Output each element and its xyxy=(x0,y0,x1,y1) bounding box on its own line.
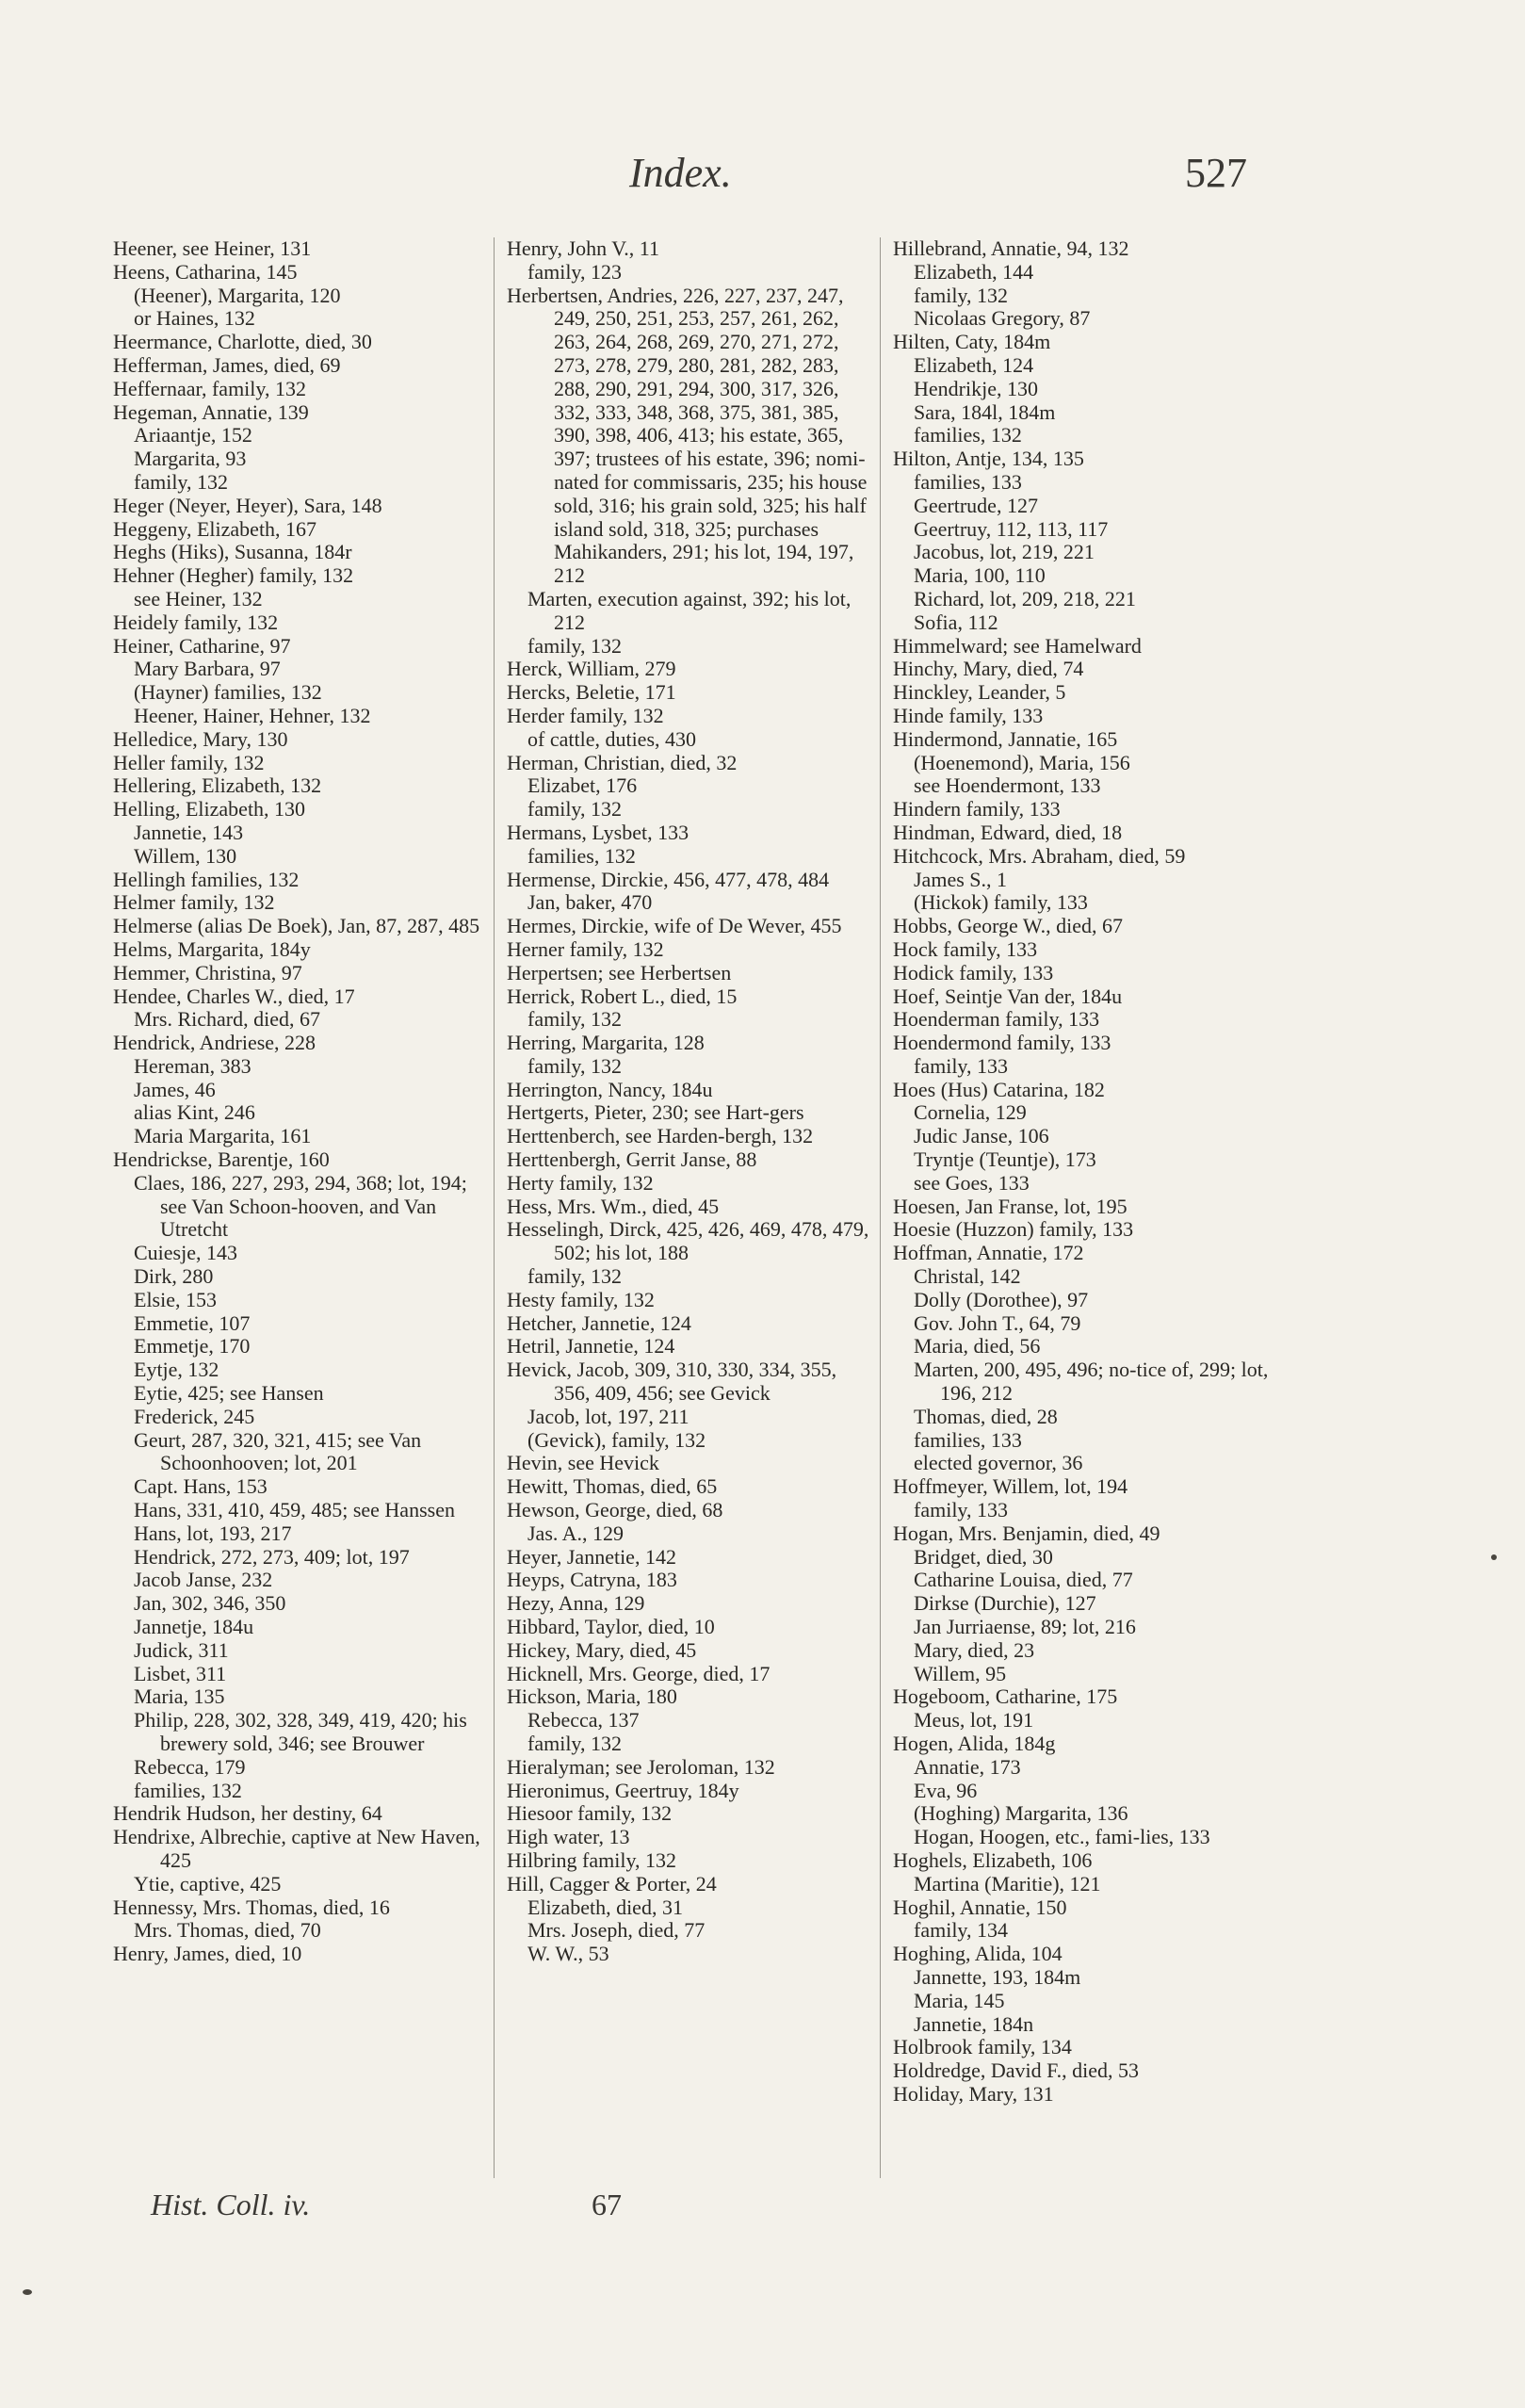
index-entry: Eytie, 425; see Hansen xyxy=(113,1381,324,1406)
index-entry: Marten, execution against, 392; his lot, 212 xyxy=(507,586,856,634)
index-entry: Hindermond, Jannatie, 165 xyxy=(893,726,1118,751)
index-entry: Herck, William, 279 xyxy=(507,657,676,681)
index-entry: Hefferman, James, died, 69 xyxy=(113,352,341,377)
index-entry: Hendrick, 272, 273, 409; lot, 197 xyxy=(113,1544,410,1569)
index-entry: Lisbet, 311 xyxy=(113,1661,227,1685)
index-entry: Hibbard, Taylor, died, 10 xyxy=(507,1615,715,1639)
index-entry: Hindern family, 133 xyxy=(893,797,1061,822)
index-entry: Heens, Catharina, 145 xyxy=(113,259,298,284)
index-entry: Helms, Margarita, 184y xyxy=(113,936,311,961)
index-entry: Dolly (Dorothee), 97 xyxy=(893,1287,1089,1311)
index-entry: family, 132 xyxy=(507,1264,622,1289)
index-entry: Maria, 145 xyxy=(893,1988,1005,2012)
index-entry: Annatie, 173 xyxy=(893,1754,1021,1779)
index-entry: Willem, 130 xyxy=(113,843,237,868)
index-entry: Herrick, Robert L., died, 15 xyxy=(507,984,738,1008)
index-entry: Hennessy, Mrs. Thomas, died, 16 xyxy=(113,1895,390,1919)
index-entry: Hermes, Dirckie, wife of De Wever, 455 xyxy=(507,914,842,938)
index-entry: Hevin, see Hevick xyxy=(507,1451,659,1475)
index-entry: Hieralyman; see Jeroloman, 132 xyxy=(507,1754,775,1779)
index-entry: Herpertsen; see Herbertsen xyxy=(507,960,732,984)
index-entry: Richard, lot, 209, 218, 221 xyxy=(893,586,1136,610)
index-entry: Hellingh families, 132 xyxy=(113,867,300,891)
index-entry: Hoghil, Annatie, 150 xyxy=(893,1895,1067,1919)
index-entry: Hoef, Seintje Van der, 184u xyxy=(893,984,1123,1008)
index-entry: Jan Jurriaense, 89; lot, 216 xyxy=(893,1615,1136,1639)
index-entry: Hickson, Maria, 180 xyxy=(507,1684,677,1709)
index-entry: family, 134 xyxy=(893,1918,1008,1943)
index-entry: families, 132 xyxy=(893,423,1022,447)
index-entry: Mrs. Joseph, died, 77 xyxy=(507,1918,706,1943)
index-entry: Eva, 96 xyxy=(893,1778,978,1802)
index-entry: Heermance, Charlotte, died, 30 xyxy=(113,330,372,354)
index-entry: Heffernaar, family, 132 xyxy=(113,376,306,400)
index-entry: families, 132 xyxy=(507,843,636,868)
index-entry: Heggeny, Elizabeth, 167 xyxy=(113,516,317,541)
index-entry: (Heener), Margarita, 120 xyxy=(113,283,341,307)
index-entry: Heghs (Hiks), Susanna, 184r xyxy=(113,540,352,564)
index-entry: Hendrik Hudson, her destiny, 64 xyxy=(113,1801,382,1826)
index-entry: see Goes, 133 xyxy=(893,1170,1030,1195)
index-entry: Marten, 200, 495, 496; no-tice of, 299; lot, 196, 212 xyxy=(893,1358,1274,1406)
index-entry: family, 132 xyxy=(507,797,622,822)
signature-mark: Hist. Coll. iv. xyxy=(151,2188,311,2221)
index-entry: James S., 1 xyxy=(893,867,1007,891)
index-entry: Geurt, 287, 320, 321, 415; see Van Schoonhooven; lot, 201 xyxy=(113,1427,427,1475)
index-entry: Hicknell, Mrs. George, died, 17 xyxy=(507,1661,771,1685)
index-entry: Holbrook family, 134 xyxy=(893,2035,1072,2059)
index-entry: Dirkse (Durchie), 127 xyxy=(893,1591,1096,1616)
index-entry: Ytie, captive, 425 xyxy=(113,1871,282,1895)
index-entry: Hoffman, Annatie, 172 xyxy=(893,1241,1084,1265)
index-entry: Martina (Maritie), 121 xyxy=(893,1871,1101,1895)
index-entry: Hendrickse, Barentje, 160 xyxy=(113,1147,330,1172)
index-entry: Mary, died, 23 xyxy=(893,1637,1035,1662)
index-entry: Herbertsen, Andries, 226, 227, 237, 247, 249, 250, 251, 253, 257, 261, 262, 263, 264, 268, 269, 270, 271, 272, 273, 278, 279, 280, 281, 282, 283, 288, 290, 291, 294, 300, 317, 326, 332, 333, 348, 368, 375, 381, 385, 390, 398, 406, 413; his estate, 365, 397; trustees of his estate, 396; nomi-nated for commissaris, 235; his house sold, 316; his grain sold, 325; his half island sold, 318, 325; purchases Mahikanders, 291; his lot, 194, 197, 212 xyxy=(507,283,872,588)
index-entry: see Hoendermont, 133 xyxy=(893,773,1101,798)
index-entry: Heger (Neyer, Heyer), Sara, 148 xyxy=(113,493,382,517)
index-entry: Hoendermond family, 133 xyxy=(893,1031,1111,1055)
index-entry: Hilten, Caty, 184m xyxy=(893,330,1051,354)
index-entry: Hesselingh, Dirck, 425, 426, 469, 478, 479, 502; his lot, 188 xyxy=(507,1217,874,1265)
index-entry: or Haines, 132 xyxy=(113,306,255,331)
index-entry: Hermense, Dirckie, 456, 477, 478, 484 xyxy=(507,867,830,891)
index-entry: Herttenberch, see Harden-bergh, 132 xyxy=(507,1124,814,1148)
index-entry: Gov. John T., 64, 79 xyxy=(893,1310,1081,1335)
index-entry: Hock family, 133 xyxy=(893,936,1038,961)
index-entry: Sara, 184l, 184m xyxy=(893,399,1056,424)
index-entry: (Hoenemond), Maria, 156 xyxy=(893,750,1130,774)
index-entry: Hercks, Beletie, 171 xyxy=(507,680,676,705)
index-entry: Bridget, died, 30 xyxy=(893,1544,1053,1569)
index-entry: family, 132 xyxy=(507,1732,622,1755)
index-entry: Heener, Hainer, Hehner, 132 xyxy=(113,703,371,727)
index-entry: family, 133 xyxy=(893,1053,1008,1078)
index-entry: Hickey, Mary, died, 45 xyxy=(507,1637,697,1662)
index-entry: Helling, Elizabeth, 130 xyxy=(113,797,306,822)
index-entry: Maria, died, 56 xyxy=(893,1334,1041,1359)
index-entry: Jas. A., 129 xyxy=(507,1521,625,1545)
index-entry: Herner family, 132 xyxy=(507,936,664,961)
index-entry: Elsie, 153 xyxy=(113,1287,217,1311)
index-entry: Himmelward; see Hamelward xyxy=(893,633,1142,658)
index-entry: Hewson, George, died, 68 xyxy=(507,1498,723,1522)
index-entry: Heiner, Catharine, 97 xyxy=(113,633,291,658)
index-entry: Hendrixe, Albrechie, captive at New Haven, 425 xyxy=(113,1825,486,1872)
index-entry: Geertrude, 127 xyxy=(893,493,1038,517)
index-entry: Herder family, 132 xyxy=(507,703,664,727)
index-entry: Elizabet, 176 xyxy=(507,773,638,798)
index-entry: Jacobus, lot, 219, 221 xyxy=(893,540,1095,564)
ink-speck xyxy=(1491,1554,1497,1560)
index-entry: Hoenderman family, 133 xyxy=(893,1007,1100,1032)
index-entry: Catharine Louisa, died, 77 xyxy=(893,1568,1133,1592)
index-entry: Jannetie, 143 xyxy=(113,820,244,844)
ink-speck xyxy=(23,2289,32,2295)
index-entry: Hoesen, Jan Franse, lot, 195 xyxy=(893,1194,1128,1218)
index-entry: Mary Barbara, 97 xyxy=(113,657,281,681)
index-entry: Maria Margarita, 161 xyxy=(113,1124,312,1148)
index-entry: James, 46 xyxy=(113,1077,216,1101)
index-entry: Hellering, Elizabeth, 132 xyxy=(113,773,322,798)
index-entry: Holdredge, David F., died, 53 xyxy=(893,2058,1139,2083)
index-entry: Hillebrand, Annatie, 94, 132 xyxy=(893,236,1129,260)
index-entry: Hilton, Antje, 134, 135 xyxy=(893,447,1084,471)
index-entry: Hewitt, Thomas, died, 65 xyxy=(507,1474,718,1499)
index-entry: Hoghels, Elizabeth, 106 xyxy=(893,1847,1093,1872)
index-entry: Herman, Christian, died, 32 xyxy=(507,750,738,774)
index-entry: Heyer, Jannetie, 142 xyxy=(507,1544,676,1569)
index-entry: Frederick, 245 xyxy=(113,1404,255,1428)
index-entry: family, 133 xyxy=(893,1498,1008,1522)
index-entry: Nicolaas Gregory, 87 xyxy=(893,306,1091,331)
index-entry: Mrs. Thomas, died, 70 xyxy=(113,1918,321,1943)
index-entry: Heller family, 132 xyxy=(113,750,265,774)
index-entry: of cattle, duties, 430 xyxy=(507,726,697,751)
index-entry: Jannetie, 184n xyxy=(893,2011,1034,2036)
index-entry: families, 133 xyxy=(893,469,1022,494)
index-entry: Emmetje, 170 xyxy=(113,1334,251,1359)
index-entry: Herttenbergh, Gerrit Janse, 88 xyxy=(507,1147,757,1172)
signature-number: 67 xyxy=(592,2188,622,2221)
index-entry: family, 132 xyxy=(507,1007,622,1032)
index-entry: Herring, Margarita, 128 xyxy=(507,1031,705,1055)
index-column-2 xyxy=(507,237,874,1966)
index-entry: Hodick family, 133 xyxy=(893,960,1054,984)
index-entry: family, 132 xyxy=(507,633,622,658)
index-entry: family, 132 xyxy=(893,283,1008,307)
index-entry: Ariaantje, 152 xyxy=(113,423,252,447)
index-entry: (Hoghing) Margarita, 136 xyxy=(893,1801,1128,1826)
index-entry: family, 132 xyxy=(507,1053,622,1078)
index-column-1 xyxy=(113,237,488,1966)
index-entry: Hogen, Alida, 184g xyxy=(893,1732,1056,1755)
index-entry: Margarita, 93 xyxy=(113,447,247,471)
index-entry: Meus, lot, 191 xyxy=(893,1708,1034,1733)
index-entry: Jannetje, 184u xyxy=(113,1615,254,1639)
index-entry: Hemmer, Christina, 97 xyxy=(113,960,302,984)
index-entry: W. W., 53 xyxy=(507,1942,609,1966)
index-entry: Heyps, Catryna, 183 xyxy=(507,1568,677,1592)
index-entry: Hendee, Charles W., died, 17 xyxy=(113,984,355,1008)
page-number: 527 xyxy=(1185,150,1247,196)
index-entry: Philip, 228, 302, 328, 349, 419, 420; his brewery sold, 346; see Brouwer xyxy=(113,1708,473,1755)
index-entry: Holiday, Mary, 131 xyxy=(893,2081,1054,2106)
index-entry: Hinchy, Mary, died, 74 xyxy=(893,657,1084,681)
index-entry: Hegeman, Annatie, 139 xyxy=(113,399,309,424)
index-entry: families, 132 xyxy=(113,1778,242,1802)
index-entry: Hinckley, Leander, 5 xyxy=(893,680,1066,705)
column-divider-2 xyxy=(880,237,881,2178)
index-entry: Hiesoor family, 132 xyxy=(507,1801,673,1826)
index-entry: see Heiner, 132 xyxy=(113,586,263,610)
index-entry: families, 133 xyxy=(893,1427,1022,1452)
index-entry: Jacob Janse, 232 xyxy=(113,1568,273,1592)
index-entry: Hevick, Jacob, 309, 310, 330, 334, 355, 356, 409, 456; see Gevick xyxy=(507,1358,842,1406)
index-entry: Judick, 311 xyxy=(113,1637,229,1662)
index-entry: Hogeboom, Catharine, 175 xyxy=(893,1684,1118,1709)
column-divider-1 xyxy=(494,237,495,2178)
index-entry: Hans, lot, 193, 217 xyxy=(113,1521,292,1545)
index-entry: Thomas, died, 28 xyxy=(893,1404,1058,1428)
index-entry: Hieronimus, Geertruy, 184y xyxy=(507,1778,739,1802)
index-entry: Elizabeth, died, 31 xyxy=(507,1895,683,1919)
index-entry: Hilbring family, 132 xyxy=(507,1847,677,1872)
index-entry: Eytje, 132 xyxy=(113,1358,219,1382)
index-entry: alias Kint, 246 xyxy=(113,1100,255,1125)
index-entry: Hill, Cagger & Porter, 24 xyxy=(507,1871,717,1895)
index-entry: Hoffmeyer, Willem, lot, 194 xyxy=(893,1474,1128,1499)
index-entry: Henry, James, died, 10 xyxy=(113,1942,302,1966)
index-entry: Hinde family, 133 xyxy=(893,703,1044,727)
index-entry: Cornelia, 129 xyxy=(893,1100,1027,1125)
index-entry: Jan, 302, 346, 350 xyxy=(113,1591,286,1616)
index-entry: Helmer family, 132 xyxy=(113,890,275,915)
index-entry: Herty family, 132 xyxy=(507,1170,654,1195)
index-entry: Hobbs, George W., died, 67 xyxy=(893,914,1124,938)
index-entry: (Gevick), family, 132 xyxy=(507,1427,706,1452)
index-column-3 xyxy=(893,236,1274,2107)
index-entry: Hogan, Hoogen, etc., fami-lies, 133 xyxy=(893,1825,1210,1849)
index-entry: Maria, 100, 110 xyxy=(893,563,1046,588)
index-entry: Hermans, Lysbet, 133 xyxy=(507,820,689,844)
index-entry: Hindman, Edward, died, 18 xyxy=(893,820,1123,844)
index-entry: Rebecca, 179 xyxy=(113,1754,246,1779)
index-entry: Elizabeth, 124 xyxy=(893,352,1034,377)
index-entry: Henry, John V., 11 xyxy=(507,236,659,260)
index-entry: Sofia, 112 xyxy=(893,610,998,634)
index-entry: Hendrick, Andriese, 228 xyxy=(113,1031,316,1055)
index-entry: Hetcher, Jannetie, 124 xyxy=(507,1310,691,1335)
index-entry: Hehner (Hegher) family, 132 xyxy=(113,563,354,588)
index-entry: Hendrikje, 130 xyxy=(893,376,1038,400)
index-entry: Helledice, Mary, 130 xyxy=(113,726,288,751)
index-entry: Hetril, Jannetie, 124 xyxy=(507,1334,675,1359)
index-entry: Tryntje (Teuntje), 173 xyxy=(893,1147,1096,1172)
index-entry: family, 123 xyxy=(507,259,622,284)
index-entry: Mrs. Richard, died, 67 xyxy=(113,1007,320,1032)
index-entry: High water, 13 xyxy=(507,1825,630,1849)
index-entry: Willem, 95 xyxy=(893,1661,1007,1685)
index-entry: Dirk, 280 xyxy=(113,1264,214,1289)
index-entry: Capt. Hans, 153 xyxy=(113,1474,268,1499)
index-entry: Hertgerts, Pieter, 230; see Hart-gers xyxy=(507,1100,804,1125)
index-entry: Heidely family, 132 xyxy=(113,610,279,634)
index-entry: Hogan, Mrs. Benjamin, died, 49 xyxy=(893,1521,1160,1545)
index-entry: Jannette, 193, 184m xyxy=(893,1964,1081,1989)
index-entry: Hitchcock, Mrs. Abraham, died, 59 xyxy=(893,843,1186,868)
index-entry: elected governor, 36 xyxy=(893,1451,1083,1475)
running-header-title: Index. xyxy=(629,150,732,196)
index-entry: Helmerse (alias De Boek), Jan, 87, 287, 485 xyxy=(113,914,480,938)
index-entry: (Hayner) families, 132 xyxy=(113,680,322,705)
index-entry: Heener, see Heiner, 131 xyxy=(113,236,312,260)
index-entry: Claes, 186, 227, 293, 294, 368; lot, 194; see Van Schoon-hooven, and Van Utretcht xyxy=(113,1170,473,1242)
index-entry: Jan, baker, 470 xyxy=(507,890,653,915)
index-entry: Herrington, Nancy, 184u xyxy=(507,1077,713,1101)
index-entry: family, 132 xyxy=(113,469,228,494)
index-entry: Hoes (Hus) Catarina, 182 xyxy=(893,1077,1105,1101)
index-entry: Hoesie (Huzzon) family, 133 xyxy=(893,1217,1134,1242)
index-entry: Elizabeth, 144 xyxy=(893,259,1034,284)
index-entry: Hans, 331, 410, 459, 485; see Hanssen xyxy=(113,1498,455,1522)
index-entry: Christal, 142 xyxy=(893,1264,1021,1289)
index-entry: Rebecca, 137 xyxy=(507,1708,640,1733)
index-entry: Hereman, 383 xyxy=(113,1053,251,1078)
index-entry: Hesty family, 132 xyxy=(507,1287,655,1311)
index-entry: Hess, Mrs. Wm., died, 45 xyxy=(507,1194,720,1218)
index-entry: Hezy, Anna, 129 xyxy=(507,1591,645,1616)
index-entry: Emmetie, 107 xyxy=(113,1310,251,1335)
index-entry: Maria, 135 xyxy=(113,1684,225,1709)
index-entry: Judic Janse, 106 xyxy=(893,1124,1049,1148)
index-entry: Jacob, lot, 197, 211 xyxy=(507,1404,689,1428)
index-entry: Cuiesje, 143 xyxy=(113,1241,237,1265)
index-entry: Geertruy, 112, 113, 117 xyxy=(893,516,1109,541)
index-entry: (Hickok) family, 133 xyxy=(893,890,1088,915)
index-entry: Hoghing, Alida, 104 xyxy=(893,1942,1063,1966)
